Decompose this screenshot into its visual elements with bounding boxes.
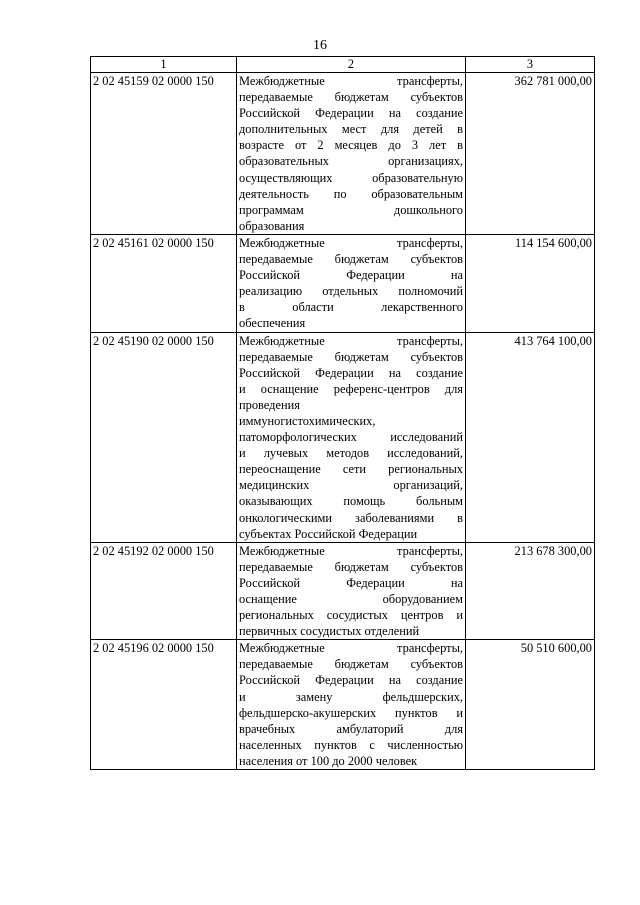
description-cell (237, 234, 466, 332)
amount-cell: 362 781 000,00 (466, 73, 595, 235)
table-header-row (91, 57, 595, 73)
amount-cell: 213 678 300,00 (466, 542, 595, 640)
description-line: патоморфологических исследований (239, 430, 463, 445)
description-line: Российской Федерации на (239, 575, 463, 590)
description-line: осуществляющих образовательную (239, 170, 463, 185)
header-col-1: 1 (91, 57, 237, 73)
description-line: возрасте от 2 месяцев до 3 лет в (239, 138, 463, 153)
description-line: оснащение оборудованием (239, 592, 463, 606)
description-line: онкологическими заболеваниями в (239, 510, 463, 525)
description-line: передаваемые бюджетам субъектов (239, 657, 463, 672)
description-line: передаваемые бюджетам субъектов (239, 252, 463, 267)
description-line: населения от 100 до 2000 человек (239, 753, 418, 768)
description-line: врачебных амбулаторий для (239, 721, 463, 736)
description-line: Межбюджетные трансферты, (239, 641, 463, 656)
description-line: проведения (239, 397, 300, 412)
budget-table (90, 56, 595, 770)
description-line: населенных пунктов с численностью (239, 737, 463, 752)
amount-cell: 50 510 600,00 (466, 640, 595, 770)
description-line: медицинских организаций, (239, 478, 463, 493)
description-line: Межбюджетные трансферты, (239, 74, 463, 88)
table-row (91, 234, 595, 332)
amount-cell: 114 154 600,00 (466, 234, 595, 332)
budget-code-cell: 2 02 45190 02 0000 150 (91, 332, 237, 542)
description-line: Межбюджетные трансферты, (239, 235, 463, 250)
description-line: субъектах Российской Федерации (239, 526, 418, 541)
description-line: первичных сосудистых отделений (239, 624, 420, 639)
header-col-3: 3 (466, 57, 595, 73)
description-line: в области лекарственного (239, 300, 463, 315)
description-line: и лучевых методов исследований, (239, 446, 463, 461)
description-line: и оснащение референс-центров для (239, 381, 463, 396)
description-cell (237, 542, 466, 640)
budget-code-cell: 2 02 45159 02 0000 150 (91, 73, 237, 235)
description-line: программам дошкольного (239, 202, 463, 217)
description-line: фельдшерско-акушерских пунктов и (239, 705, 463, 720)
budget-code-cell: 2 02 45192 02 0000 150 (91, 542, 237, 640)
description-line: иммуногистохимических, (239, 413, 376, 428)
description-line: и замену фельдшерских, (239, 689, 463, 704)
table-row (91, 73, 595, 235)
description-cell (237, 332, 466, 542)
table-row (91, 542, 595, 640)
description-cell (237, 640, 466, 770)
description-line: оказывающих помощь больным (239, 494, 463, 509)
table-row (91, 640, 595, 770)
description-line: Российской Федерации на создание (239, 673, 463, 688)
description-line: образования (239, 218, 305, 233)
table-body (91, 73, 595, 770)
description-line: передаваемые бюджетам субъектов (239, 349, 463, 364)
budget-code-cell: 2 02 45161 02 0000 150 (91, 234, 237, 332)
description-line: региональных сосудистых центров и (239, 608, 463, 623)
description-line: Межбюджетные трансферты, (239, 333, 463, 348)
description-line: передаваемые бюджетам субъектов (239, 90, 463, 105)
description-line: Российской Федерации на (239, 268, 463, 283)
description-line: реализацию отдельных полномочий (239, 284, 463, 299)
description-line: образовательных организациях, (239, 154, 463, 169)
page-number: 16 (313, 38, 327, 53)
description-line: обеспечения (239, 316, 306, 331)
description-line: передаваемые бюджетам субъектов (239, 559, 463, 574)
budget-code-cell: 2 02 45196 02 0000 150 (91, 640, 237, 770)
description-line: дополнительных мест для детей в (239, 122, 463, 137)
amount-cell: 413 764 100,00 (466, 332, 595, 542)
description-line: переоснащение сети региональных (239, 462, 463, 477)
header-col-2: 2 (237, 57, 466, 73)
description-cell (237, 73, 466, 235)
table-row (91, 332, 595, 542)
description-line: Межбюджетные трансферты, (239, 543, 463, 558)
description-line: Российской Федерации на создание (239, 365, 463, 380)
description-line: Российской Федерации на создание (239, 106, 463, 121)
description-line: деятельность по образовательным (239, 186, 463, 201)
